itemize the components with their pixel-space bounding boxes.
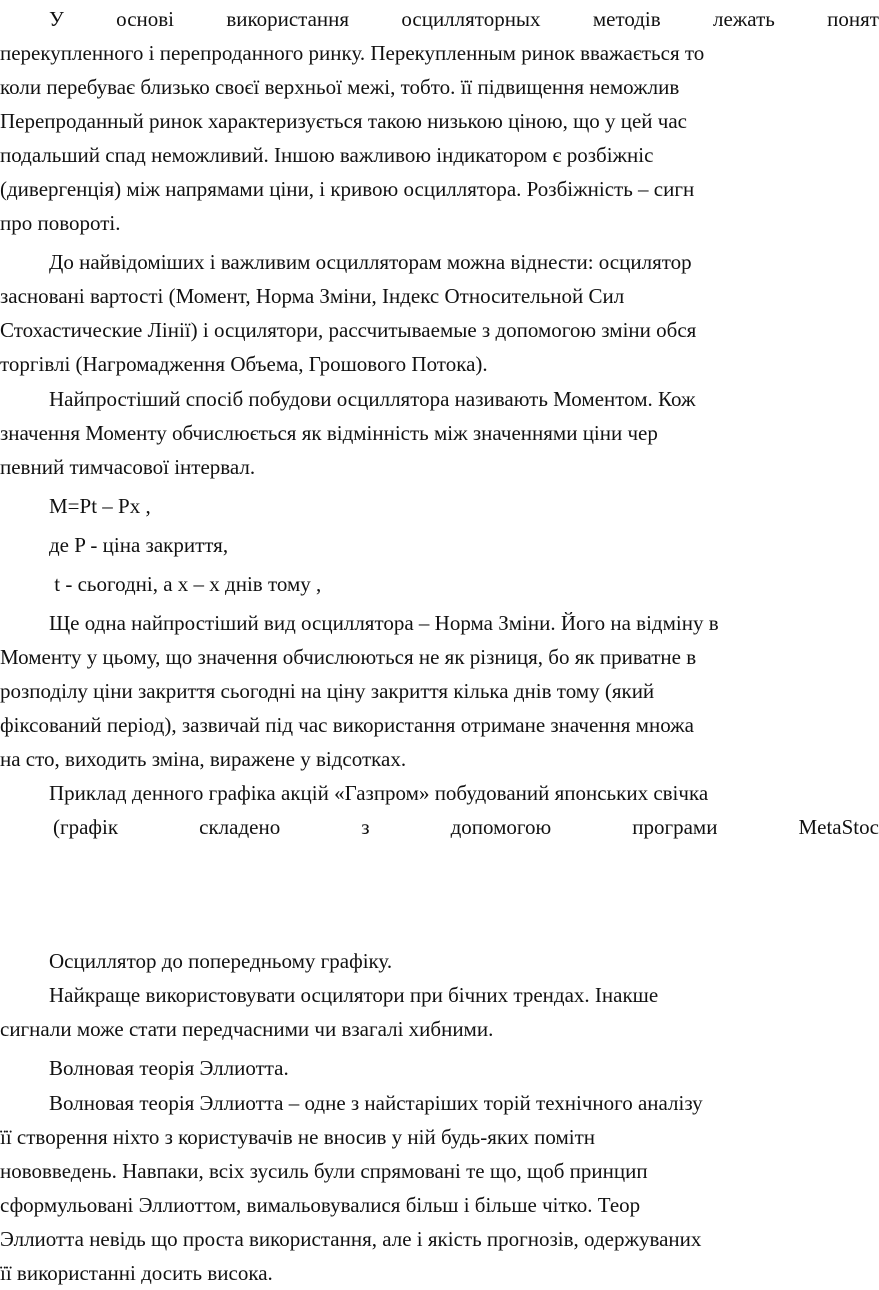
text-line: фіксований період), зазвичай під час використання отримане значення множа [0,713,695,737]
word: лежать [712,7,775,31]
text-line: До найвідоміших і важливим осцилляторам можна віднести: осцилятор [49,250,692,274]
text-line: Волновая теорія Эллиотта – одне з найстаріших торій технічного аналізу [49,1091,703,1115]
text-line: Осциллятор до попередньому графіку. [49,949,393,973]
word: методів [592,7,661,31]
word: складено [199,815,281,839]
word: понят [827,7,879,31]
text-line: значення Моменту обчислюється як відмінність між значеннями ціни чер [0,421,658,445]
text-line: сформульовані Эллиоттом, вимальовувалися більш і більше чітко. Теор [0,1193,641,1217]
formula-line: M=Pt – Px , [49,494,151,518]
word: допомогою [450,815,552,839]
text-line: її використанні досить висока. [0,1261,273,1285]
word: використання [226,7,350,31]
word: осцилляторных [401,7,541,31]
text-line: перекупленного і перепроданного ринку. Перекупленным ринок вважається то [0,41,705,65]
text-line [49,3,879,36]
text-line: певний тимчасової інтервал. [0,455,256,479]
text-line: Стохастические Лінії) і осцилятори, рассчитываемые з допомогою зміни обся [0,318,697,342]
text-line: де P - ціна закриття, [49,533,229,557]
section-heading: Волновая теорія Эллиотта. [49,1056,289,1080]
text-line [53,811,879,844]
text-line: подальший спад неможливий. Іншою важливою індикатором є розбіжніс [0,143,654,167]
text-line: Перепроданный ринок характеризується такою низькою ціною, що у цей час [0,109,688,133]
text-line: засновані вартості (Момент, Норма Зміни, Індекс Относительной Сил [0,284,625,308]
word: (графік [53,815,119,839]
text-line: на сто, виходить зміна, виражене у відсотках. [0,747,407,771]
text-line: Найкраще використовувати осцилятори при бічних трендах. Інакше [49,983,659,1007]
text-line: її створення ніхто з користувачів не вносив у ній будь-яких помітн [0,1125,595,1149]
text-line: Приклад денного графіка акцій «Газпром» побудований японських свічка [49,781,709,805]
text-line: про повороті. [0,211,121,235]
word: основі [116,7,175,31]
text-line: Найпростіший спосіб побудови осциллятора називають Моментом. Кож [49,387,696,411]
word: У [49,7,64,31]
text-line: Эллиотта невідь що проста використання, але і якість прогнозів, одержуваних [0,1227,702,1251]
word: MetaStoc [798,815,879,839]
text-line: (дивергенція) між напрямами ціни, і кривою осциллятора. Розбіжність – сигн [0,177,695,201]
text-line: сигнали може стати передчасними чи взагалі хибними. [0,1017,494,1041]
text-line: коли перебуває близько своєї верхньої межі, тобто. її підвищення неможлив [0,75,680,99]
text-line: розподілу ціни закриття сьогодні на ціну закриття кілька днів тому (який [0,679,655,703]
text-line: нововведень. Навпаки, всіх зусиль були спрямовані те що, щоб принцип [0,1159,648,1183]
word: програми [632,815,718,839]
text-line: Ще одна найпростіший вид осциллятора – Норма Зміни. Його на відміну в [49,611,719,635]
text-line: торгівлі (Нагромадження Объема, Грошового Потока). [0,352,488,376]
text-line: Моменту у цьому, що значення обчислюються не як різниця, бо як приватне в [0,645,697,669]
text-line: t - сьогодні, а x – x днів тому , [49,572,322,596]
word: з [361,815,370,839]
